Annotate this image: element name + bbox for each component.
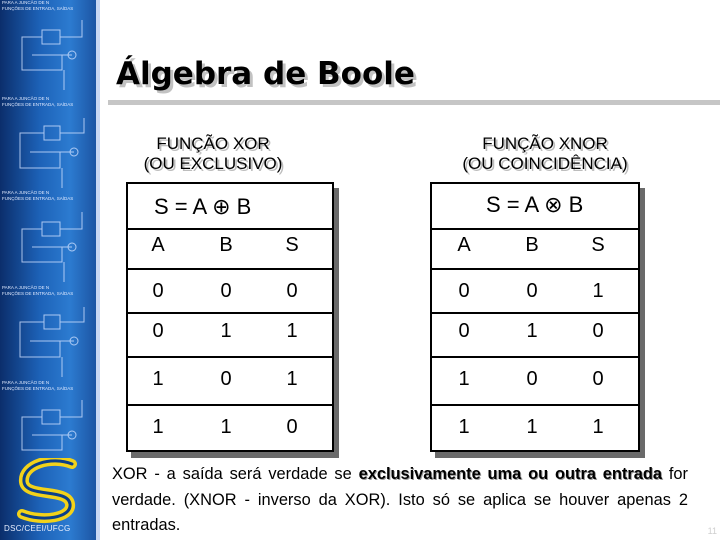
table-divider — [128, 356, 332, 358]
thumbnail-caption: PARA A JUNCÃO DE N FUNÇÕES DE ENTRADA, SAÍDAS — [2, 96, 74, 107]
table-cell: 1 — [286, 368, 298, 390]
table-divider — [432, 404, 638, 406]
xnor-formula: S = A ⊗ B — [486, 192, 584, 217]
table-divider — [128, 312, 332, 314]
xnor-heading-line2: (OU COINCIDÊNCIA) — [462, 154, 628, 173]
table-cell: 1 — [152, 416, 164, 438]
circuit-sketch-icon — [2, 285, 94, 385]
table-cell: 1 — [458, 368, 470, 390]
thumbnail-caption: PARA A JUNCÃO DE N FUNÇÕES DE ENTRADA, SAÍDAS — [2, 285, 74, 296]
university-logo-icon — [12, 458, 88, 524]
thumbnail-caption: PARA A JUNCÃO DE N FUNÇÕES DE ENTRADA, SAÍDAS — [2, 380, 74, 391]
table-divider — [128, 268, 332, 270]
table-cell: 0 — [526, 368, 538, 390]
page-number: 11 — [707, 526, 717, 536]
xor-formula: S = A ⊕ B — [154, 194, 252, 219]
thumbnail-caption: PARA A JUNCÃO DE N FUNÇÕES DE ENTRADA, SAÍDAS — [2, 190, 74, 201]
xor-truth-table — [126, 182, 334, 452]
table-divider — [432, 312, 638, 314]
header-cell: A — [151, 234, 165, 256]
circuit-sketch-icon — [2, 96, 94, 196]
explanation-part2: for verdade. (XNOR - inverso da XOR). Isto só se aplica se houver apenas 2 entradas. — [112, 465, 688, 534]
table-divider — [432, 268, 638, 270]
table-divider — [432, 356, 638, 358]
header-cell: B — [219, 234, 233, 256]
thumbnail-caption: PARA A JUNCÃO DE N FUNÇÕES DE ENTRADA, SAÍDAS — [2, 0, 74, 11]
table-cell: 0 — [220, 368, 232, 390]
table-cell: 0 — [592, 320, 604, 342]
table-cell: 0 — [286, 416, 298, 438]
table-divider — [128, 228, 332, 230]
table-cell: 0 — [592, 368, 604, 390]
table-cell: 0 — [286, 280, 298, 302]
sidebar-edge — [96, 0, 100, 540]
xnor-heading-line1: FUNÇÃO XNOR — [482, 134, 608, 153]
title-divider — [108, 100, 720, 105]
explanation-text — [112, 462, 688, 539]
table-cell: 1 — [458, 416, 470, 438]
header-cell: B — [525, 234, 539, 256]
table-cell: 1 — [152, 368, 164, 390]
table-cell: 0 — [458, 280, 470, 302]
table-cell: 1 — [526, 320, 538, 342]
table-divider — [128, 404, 332, 406]
slide-title: Álgebra de Boole — [116, 56, 415, 92]
explanation-box — [108, 458, 720, 540]
sidebar-thumbnail — [2, 96, 94, 196]
table-cell: 0 — [458, 320, 470, 342]
xor-heading — [118, 134, 308, 174]
xnor-truth-table — [430, 182, 640, 452]
table-cell: 1 — [526, 416, 538, 438]
sidebar-thumbnail — [2, 190, 94, 290]
explanation-emphasis: exclusivamente uma ou outra entrada — [358, 465, 663, 483]
xor-heading-line1: FUNÇÃO XOR — [156, 134, 270, 153]
table-cell: 1 — [286, 320, 298, 342]
circuit-sketch-icon — [2, 0, 94, 100]
table-divider — [432, 228, 638, 230]
header-cell: S — [591, 234, 605, 256]
sidebar-decoration — [0, 0, 100, 540]
header-cell: S — [285, 234, 299, 256]
table-cell: 1 — [592, 280, 604, 302]
table-cell: 0 — [152, 320, 164, 342]
xor-heading-line2: (OU EXCLUSIVO) — [143, 154, 283, 173]
explanation-part1: XOR - a saída será verdade se — [112, 465, 359, 483]
sidebar-thumbnail — [2, 285, 94, 385]
table-cell: 1 — [592, 416, 604, 438]
table-cell: 0 — [220, 280, 232, 302]
table-cell: 0 — [526, 280, 538, 302]
sidebar-thumbnail — [2, 0, 94, 100]
logo-caption: DSC/CEEI/UFCG — [4, 524, 71, 533]
header-cell: A — [457, 234, 471, 256]
xnor-heading — [420, 134, 670, 174]
circuit-sketch-icon — [2, 190, 94, 290]
table-cell: 1 — [220, 416, 232, 438]
table-cell: 0 — [152, 280, 164, 302]
table-cell: 1 — [220, 320, 232, 342]
